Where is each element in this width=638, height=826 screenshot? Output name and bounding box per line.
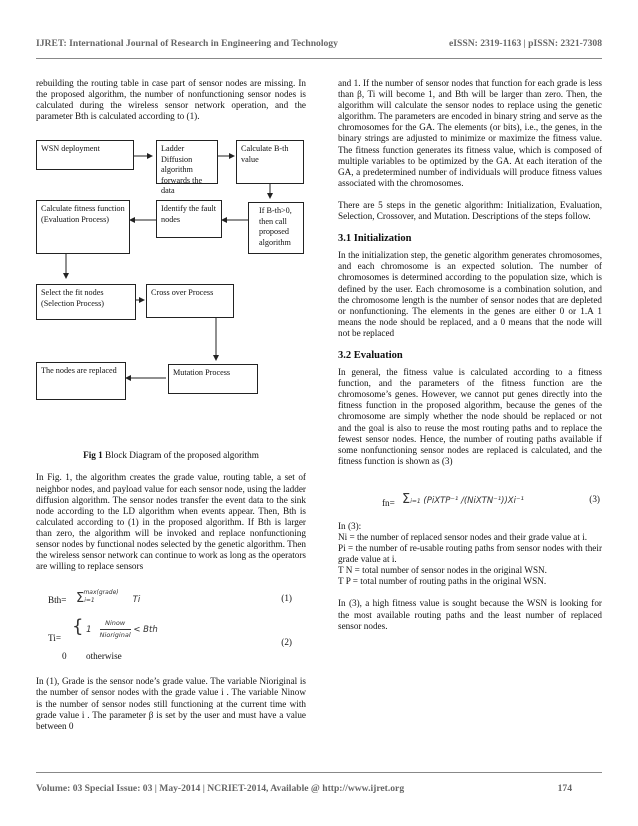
caption-label: Fig 1	[83, 450, 103, 461]
eq1-formula-image: Σi=1 $^{max(grade)}$Ti	[76, 589, 141, 607]
definition-ni: Ni = the number of replaced sensor nodes and their grade value at i.	[338, 532, 588, 542]
box-wsn-deployment: WSN deployment	[36, 140, 134, 170]
paragraph-variables: In (1), Grade is the sensor node’s grade value. The variable Nioriginal is the number of sensor nodes with the grade value i . The variable Ninow is the number of sensor nodes still functioning at the current time with grade value i . The parameter β is set by the user and must have a value between 0	[36, 676, 306, 731]
eq1-number: (1)	[281, 593, 292, 604]
equation-3	[338, 477, 602, 511]
paragraph-evaluation: In general, the fitness value is calculated according to a fitness function, and the parameters of the fitness function are the chromosome’s genes. However, we cannot put genes directly into the fitness function in the proposed algorithm, because the genes of the chromosome are simply whether the node should be replaced or not and the goal is also to reuse the most routing paths and to replace the fewest sensor nodes. Hence, the number of routing paths available if some nonfunctioning sensor nodes are replaced is calculated, and the fitness function is shown as (3)	[338, 367, 602, 466]
eq3-number: (3)	[589, 493, 600, 504]
box-crossover: Cross over Process	[146, 284, 234, 318]
paragraph-beta: and 1. If the number of sensor nodes that function for each grade is less than β, Ti will become 1, and Bth will be larger than zero. Then, the algorithm will calculate the sensor nodes to replace using the genetic algorithm. The parameters are encoded in binary string and serve as the chromosomes for the GA. The elements (or bits), i.e., the genes, in the binary strings are adjusted to minimize or maximize the fitness value. The fitness function generates its fitness value, which is composed of multiple variables to be optimized by the GA. At each iteration of the GA, a predetermined number of individuals will produce fitness values associated with the chromosomes.	[338, 78, 602, 188]
figure-caption	[36, 450, 306, 461]
eq3-formula-image: Σi=1 (PiXTP⁻¹ /(NiXTN⁻¹))Xi⁻¹	[402, 491, 524, 507]
box-nodes-replaced: The nodes are replaced	[36, 362, 126, 400]
header-rule	[36, 58, 602, 59]
eq3-lhs: fn=	[382, 497, 395, 508]
eq2-formula-image: { 1 $\frac{\text{Ninow}}{\text{Nioriginal}}$ < Bth	[72, 618, 158, 641]
paragraph-initialization: In the initialization step, the genetic algorithm generates chromosomes, and each chromosome is an expected solution. The number of chromosomes is determined according to the population size, which is defined by the user. Each chromosome is a combination solution, and the chromosome length is the number of sensor nodes that are depleted or nonfunctioning. The elements in the genes are either 0 or 1.A 1 means the node should be replaced, and a 0 means that the node will not be replaced	[338, 250, 602, 338]
page-number: 174	[557, 783, 572, 794]
equation-2	[36, 616, 306, 662]
box-identify-fault: Identify the fault nodes	[156, 200, 222, 238]
page-footer	[36, 783, 572, 794]
footer-rule	[36, 772, 602, 773]
caption-text: Block Diagram of the proposed algorithm	[105, 450, 259, 461]
intro-paragraph: rebuilding the routing table in case part of sensor nodes are missing. In the proposed algorithm, the number of nonfunctioning sensor nodes is calculated during the wireless sensor network operation, and the parameter Bth is calculated according to (1).	[36, 78, 306, 122]
paragraph-ga-steps: There are 5 steps in the genetic algorithm: Initialization, Evaluation, Selection, Crossover, and Mutation. Descriptions of the steps follow.	[338, 199, 602, 222]
box-mutation: Mutation Process	[168, 364, 258, 394]
journal-title: IJRET: International Journal of Research in Engineering and Technology	[36, 38, 338, 49]
eq2-otherwise: otherwise	[86, 651, 122, 662]
eq2-number: (2)	[281, 637, 292, 648]
section-heading-initialization: 3.1 Initialization	[338, 233, 412, 245]
definition-pi: Pi = the number of re-usable routing paths from sensor nodes with their grade value at i.	[338, 543, 602, 565]
right-column	[338, 78, 602, 632]
definition-tp: T P = total number of routing paths in the original WSN.	[338, 576, 547, 587]
page-header	[36, 38, 602, 49]
equation-1	[36, 580, 306, 610]
paragraph-conclusion: In (3), a high fitness value is sought because the WSN is looking for the most available routing paths and the least number of replaced sensor nodes.	[338, 598, 602, 631]
eq1-lhs: Bth=	[48, 595, 67, 606]
left-column	[36, 78, 306, 732]
eq2-lhs: Ti=	[48, 633, 62, 644]
eq3-intro: In (3):	[338, 520, 362, 531]
footer-volume: Volume: 03 Special Issue: 03 | May-2014 | NCRIET-2014, Available @ http://www.ijret.org	[36, 783, 405, 794]
eq2-zero: 0	[62, 651, 67, 662]
box-calculate-bth: Calculate B-th value	[236, 140, 304, 184]
box-ladder-diffusion: Ladder Diffusion algorithm forwards the data	[156, 140, 218, 184]
section-heading-evaluation: 3.2 Evaluation	[338, 349, 403, 361]
issn: eISSN: 2319-1163 | pISSN: 2321-7308	[449, 38, 602, 49]
block-diagram	[36, 136, 306, 432]
box-calculate-fitness: Calculate fitness function (Evaluation Process)	[36, 200, 130, 254]
box-select-fit-nodes: Select the fit nodes (Selection Process)	[36, 284, 136, 320]
paragraph-fig1-explain: In Fig. 1, the algorithm creates the grade value, routing table, a set of neighbor nodes, and payload value for each sensor node, using the ladder diffusion algorithm. The sensor nodes transfer the event data to the sink node according to the LD algorithm when events appear. Then, Bth is calculated according to (1) in the proposed algorithm. If Bth is larger than zero, the algorithm will be invoked and replace nonfunctioning sensor nodes by functional nodes selected by the genetic algorithm. Then the wireless sensor network can continue to work as long as the operators are willing to replace sensors	[36, 472, 306, 572]
box-if-bth: If B-th>0, then call proposed algorithm	[248, 202, 304, 254]
definition-tn: T N = total number of sensor nodes in the original WSN.	[338, 565, 547, 576]
